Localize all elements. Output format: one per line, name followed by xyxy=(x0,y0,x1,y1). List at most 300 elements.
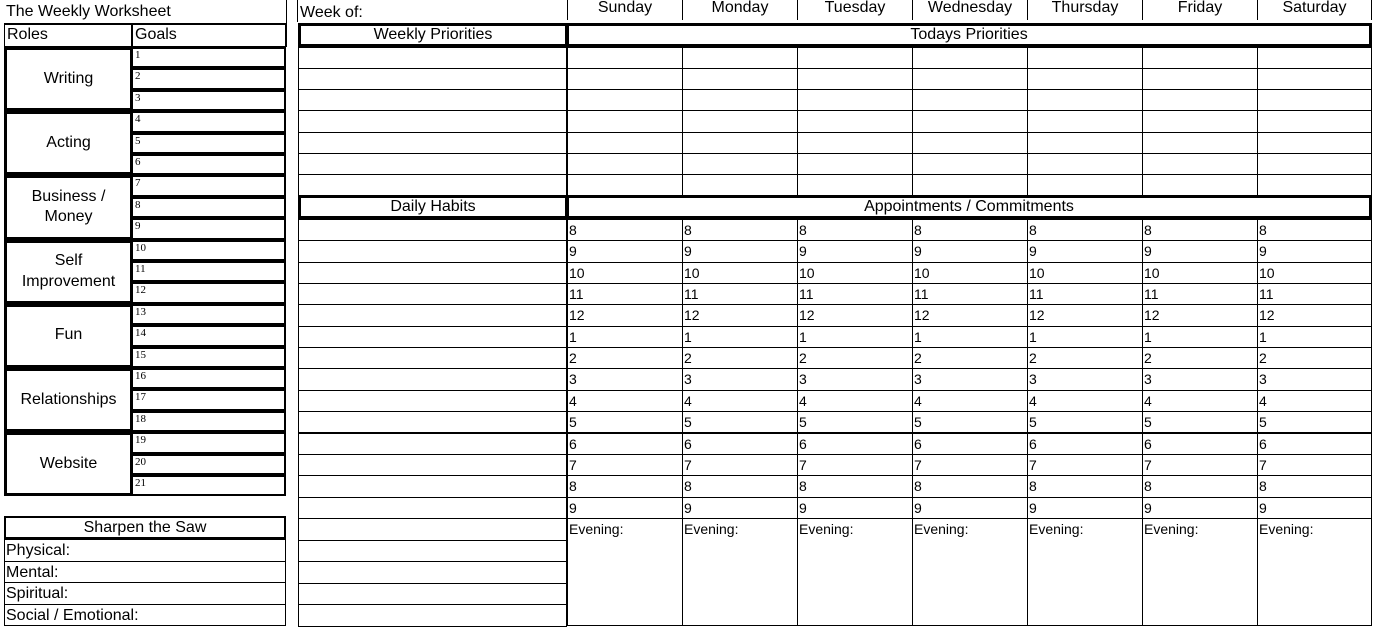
todays-priority-cell[interactable] xyxy=(912,89,1028,111)
appointment-slot[interactable] xyxy=(567,240,683,262)
evening-label: Evening: xyxy=(684,520,739,537)
goal-row[interactable] xyxy=(130,240,286,261)
appointment-slot[interactable] xyxy=(912,326,1028,348)
todays-priority-cell[interactable] xyxy=(1142,89,1258,111)
evening-label: Evening: xyxy=(1144,520,1199,537)
appointment-slot[interactable] xyxy=(912,283,1028,305)
todays-priority-cell[interactable] xyxy=(912,47,1028,69)
appointment-slot[interactable] xyxy=(912,368,1028,390)
goal-row[interactable] xyxy=(130,304,286,325)
appointment-slot[interactable] xyxy=(1027,347,1143,369)
appointment-slot[interactable] xyxy=(1142,454,1258,476)
goal-row[interactable] xyxy=(130,432,286,453)
todays-priority-cell[interactable] xyxy=(567,110,683,132)
appointment-slot[interactable] xyxy=(1027,326,1143,348)
todays-priority-cell[interactable] xyxy=(567,68,683,90)
todays-priority-cell[interactable] xyxy=(567,47,683,69)
todays-priority-cell[interactable] xyxy=(1142,153,1258,175)
todays-priority-cell[interactable] xyxy=(912,174,1028,196)
appointment-slot[interactable] xyxy=(797,304,913,326)
appointment-slot[interactable] xyxy=(1257,219,1372,241)
role-label: Business / Money xyxy=(31,187,106,226)
goal-number: 6 xyxy=(135,156,141,168)
appointment-slot[interactable] xyxy=(1142,475,1258,497)
goal-row[interactable] xyxy=(130,133,286,154)
todays-priority-cell[interactable] xyxy=(912,68,1028,90)
weekly-priority-row[interactable] xyxy=(298,132,567,154)
todays-priority-cell[interactable] xyxy=(1142,132,1258,154)
goal-row[interactable] xyxy=(130,197,286,218)
daily-habit-row[interactable] xyxy=(298,283,567,305)
goal-row[interactable] xyxy=(130,90,286,111)
goal-row[interactable] xyxy=(130,154,286,175)
sharpen-the-saw-row[interactable] xyxy=(4,604,286,627)
appointment-slot[interactable] xyxy=(682,454,798,476)
weekly-priority-row[interactable] xyxy=(298,110,567,132)
hour-label: 4 xyxy=(1144,392,1152,409)
daily-habit-row[interactable] xyxy=(298,433,567,455)
hour-label: 10 xyxy=(569,264,585,281)
todays-priority-cell[interactable] xyxy=(567,153,683,175)
hour-label: 3 xyxy=(914,371,922,388)
daily-habit-row[interactable] xyxy=(298,219,567,241)
evening-cell[interactable] xyxy=(1027,518,1143,626)
appointment-slot[interactable] xyxy=(682,240,798,262)
goal-row[interactable] xyxy=(130,68,286,89)
sharpen-the-saw-row[interactable] xyxy=(4,539,286,562)
weekly-priority-row[interactable] xyxy=(298,68,567,90)
role-block xyxy=(4,175,133,239)
appointment-slot[interactable] xyxy=(682,368,798,390)
hour-label: 1 xyxy=(1029,328,1037,345)
hour-label: 6 xyxy=(684,435,692,452)
appointment-slot[interactable] xyxy=(567,304,683,326)
goal-row[interactable] xyxy=(130,411,286,432)
appointment-slot[interactable] xyxy=(797,475,913,497)
sharpen-the-saw-item: Mental: xyxy=(6,563,59,581)
todays-priority-cell[interactable] xyxy=(1257,47,1372,69)
todays-priority-cell[interactable] xyxy=(797,47,913,69)
appointment-slot[interactable] xyxy=(567,219,683,241)
todays-priority-cell[interactable] xyxy=(567,132,683,154)
hour-label: 5 xyxy=(1029,414,1037,431)
appointment-slot[interactable] xyxy=(1027,283,1143,305)
daily-habit-row[interactable] xyxy=(298,561,567,584)
todays-priority-cell[interactable] xyxy=(1142,174,1258,196)
todays-priority-cell[interactable] xyxy=(1027,174,1143,196)
appointment-slot[interactable] xyxy=(682,262,798,284)
todays-priority-cell[interactable] xyxy=(912,132,1028,154)
hour-label: 12 xyxy=(1144,307,1160,324)
appointment-slot[interactable] xyxy=(912,304,1028,326)
hour-label: 8 xyxy=(1259,478,1267,495)
appointment-slot[interactable] xyxy=(912,475,1028,497)
appointment-slot[interactable] xyxy=(682,475,798,497)
appointment-slot[interactable] xyxy=(682,497,798,519)
appointment-slot[interactable] xyxy=(1027,433,1143,455)
appointment-slot[interactable] xyxy=(682,347,798,369)
appointment-slot[interactable] xyxy=(1027,240,1143,262)
appointment-slot[interactable] xyxy=(567,454,683,476)
todays-priority-cell[interactable] xyxy=(912,153,1028,175)
appointment-slot[interactable] xyxy=(682,326,798,348)
appointment-slot[interactable] xyxy=(1142,433,1258,455)
hour-label: 10 xyxy=(1259,264,1275,281)
todays-priority-cell[interactable] xyxy=(797,174,913,196)
weekly-priority-row[interactable] xyxy=(298,89,567,111)
hour-label: 2 xyxy=(1144,350,1152,367)
hour-label: 1 xyxy=(914,328,922,345)
hour-label: 8 xyxy=(914,222,922,238)
todays-priority-cell[interactable] xyxy=(682,47,798,69)
appointment-slot[interactable] xyxy=(682,219,798,241)
hour-label: 10 xyxy=(914,264,930,281)
appointment-slot[interactable] xyxy=(1257,454,1372,476)
week-of-label: Week of: xyxy=(300,4,363,21)
appointment-slot[interactable] xyxy=(682,283,798,305)
appointment-slot[interactable] xyxy=(1257,433,1372,455)
appointment-slot[interactable] xyxy=(1257,497,1372,519)
goal-number: 20 xyxy=(135,455,146,468)
todays-priority-cell[interactable] xyxy=(797,110,913,132)
hour-label: 8 xyxy=(914,478,922,495)
appointment-slot[interactable] xyxy=(1257,475,1372,497)
todays-priority-cell[interactable] xyxy=(1142,110,1258,132)
appointment-slot[interactable] xyxy=(567,283,683,305)
goals-header: Goals xyxy=(132,24,286,47)
worksheet-title: The Weekly Worksheet xyxy=(6,3,171,20)
sharpen-the-saw-item: Social / Emotional: xyxy=(6,606,139,624)
appointment-slot[interactable] xyxy=(682,433,798,455)
appointment-slot[interactable] xyxy=(1142,411,1258,433)
appointment-slot[interactable] xyxy=(1257,262,1372,284)
appointment-slot[interactable] xyxy=(1027,368,1143,390)
goal-number: 16 xyxy=(135,370,146,382)
appointment-slot[interactable] xyxy=(1027,454,1143,476)
appointment-slot[interactable] xyxy=(797,283,913,305)
daily-habit-row[interactable] xyxy=(298,518,567,541)
role-block xyxy=(4,304,133,368)
appointment-slot[interactable] xyxy=(797,219,913,241)
appointment-slot[interactable] xyxy=(1257,304,1372,326)
todays-priority-cell[interactable] xyxy=(682,153,798,175)
evening-cell[interactable] xyxy=(682,518,798,626)
weekly-priority-row[interactable] xyxy=(298,47,567,69)
evening-label: Evening: xyxy=(1029,520,1084,537)
hour-label: 9 xyxy=(914,243,922,260)
appointment-slot[interactable] xyxy=(912,411,1028,433)
appointment-slot[interactable] xyxy=(1257,390,1372,412)
todays-priority-cell[interactable] xyxy=(1027,68,1143,90)
goal-row[interactable] xyxy=(130,454,286,475)
todays-priority-cell[interactable] xyxy=(682,89,798,111)
daily-habit-row[interactable] xyxy=(298,304,567,326)
goal-row[interactable] xyxy=(130,475,286,496)
daily-habit-row[interactable] xyxy=(298,368,567,390)
todays-priority-cell[interactable] xyxy=(797,153,913,175)
evening-label: Evening: xyxy=(569,520,624,537)
hour-label: 3 xyxy=(684,371,692,388)
hour-label: 7 xyxy=(684,456,692,473)
daily-habit-row[interactable] xyxy=(298,262,567,284)
role-label: Self Improvement xyxy=(21,251,116,290)
goal-row[interactable] xyxy=(130,347,286,368)
hour-label: 10 xyxy=(684,264,700,281)
goal-number: 17 xyxy=(135,391,146,404)
hour-label: 2 xyxy=(914,350,922,367)
hour-label: 4 xyxy=(1259,392,1267,409)
hour-label: 8 xyxy=(569,478,577,495)
todays-priority-cell[interactable] xyxy=(1142,68,1258,90)
appointment-slot[interactable] xyxy=(1142,326,1258,348)
appointment-slot[interactable] xyxy=(797,411,913,433)
day-header-tuesday: Tuesday xyxy=(797,0,912,20)
daily-habit-row[interactable] xyxy=(298,390,567,412)
appointment-slot[interactable] xyxy=(1142,304,1258,326)
role-block xyxy=(4,111,133,175)
role-block xyxy=(4,240,133,304)
appointment-slot[interactable] xyxy=(912,262,1028,284)
evening-cell[interactable] xyxy=(567,518,683,626)
todays-priority-cell[interactable] xyxy=(1027,47,1143,69)
hour-label: 10 xyxy=(1029,264,1045,281)
appointment-slot[interactable] xyxy=(912,219,1028,241)
daily-habit-row[interactable] xyxy=(298,540,567,563)
goal-number: 3 xyxy=(135,91,141,104)
appointment-slot[interactable] xyxy=(797,368,913,390)
appointment-slot[interactable] xyxy=(1142,283,1258,305)
weekly-priority-row[interactable] xyxy=(298,153,567,175)
hour-label: 11 xyxy=(684,286,699,303)
appointment-slot[interactable] xyxy=(1142,262,1258,284)
hour-label: 9 xyxy=(799,499,807,516)
todays-priority-cell[interactable] xyxy=(797,68,913,90)
appointment-slot[interactable] xyxy=(1257,347,1372,369)
todays-priority-cell[interactable] xyxy=(1257,89,1372,111)
hour-label: 5 xyxy=(1144,414,1152,431)
goal-row[interactable] xyxy=(130,47,286,68)
appointment-slot[interactable] xyxy=(1142,347,1258,369)
todays-priority-cell[interactable] xyxy=(1027,89,1143,111)
todays-priority-cell[interactable] xyxy=(912,110,1028,132)
hour-label: 6 xyxy=(1029,435,1037,452)
appointment-slot[interactable] xyxy=(912,454,1028,476)
appointment-slot[interactable] xyxy=(797,326,913,348)
appointment-slot[interactable] xyxy=(1142,497,1258,519)
sharpen-the-saw-row[interactable] xyxy=(4,582,286,605)
hour-label: 9 xyxy=(569,243,577,260)
hour-label: 8 xyxy=(1029,478,1037,495)
todays-priority-cell[interactable] xyxy=(1027,110,1143,132)
appointment-slot[interactable] xyxy=(797,347,913,369)
daily-habit-row[interactable] xyxy=(298,240,567,262)
hour-label: 7 xyxy=(569,456,577,473)
appointment-slot[interactable] xyxy=(1257,326,1372,348)
appointment-slot[interactable] xyxy=(1142,368,1258,390)
daily-habit-row[interactable] xyxy=(298,454,567,476)
todays-priority-cell[interactable] xyxy=(797,132,913,154)
hour-label: 8 xyxy=(569,222,577,238)
goal-number: 7 xyxy=(135,177,141,190)
todays-priority-cell[interactable] xyxy=(682,68,798,90)
goal-number: 4 xyxy=(135,113,141,126)
appointment-slot[interactable] xyxy=(797,497,913,519)
appointment-slot[interactable] xyxy=(567,411,683,433)
goal-number: 15 xyxy=(135,348,146,361)
appointment-slot[interactable] xyxy=(567,347,683,369)
role-label: Fun xyxy=(54,326,83,344)
daily-habit-row[interactable] xyxy=(298,411,567,433)
role-block xyxy=(4,47,133,111)
hour-label: 4 xyxy=(569,392,577,409)
hour-label: 12 xyxy=(569,307,585,324)
todays-priority-cell[interactable] xyxy=(797,89,913,111)
goal-number: 2 xyxy=(135,70,141,83)
todays-priority-cell[interactable] xyxy=(1142,47,1258,69)
hour-label: 6 xyxy=(914,435,922,452)
todays-priority-cell[interactable] xyxy=(1257,110,1372,132)
daily-habit-row[interactable] xyxy=(298,475,567,497)
goal-row[interactable] xyxy=(130,368,286,389)
goal-number: 5 xyxy=(135,134,141,147)
goal-row[interactable] xyxy=(130,218,286,239)
appointment-slot[interactable] xyxy=(912,240,1028,262)
goal-row[interactable] xyxy=(130,325,286,346)
roles-header: Roles xyxy=(4,24,132,47)
hour-label: 8 xyxy=(799,478,807,495)
appointment-slot[interactable] xyxy=(1027,411,1143,433)
evening-cell[interactable] xyxy=(1257,518,1372,626)
hour-label: 12 xyxy=(914,307,930,324)
todays-priority-cell[interactable] xyxy=(682,110,798,132)
goal-number: 10 xyxy=(135,241,146,254)
todays-priority-cell[interactable] xyxy=(1027,132,1143,154)
todays-priority-cell[interactable] xyxy=(1257,174,1372,196)
todays-priority-cell[interactable] xyxy=(1257,68,1372,90)
hour-label: 4 xyxy=(1029,392,1037,409)
appointment-slot[interactable] xyxy=(797,454,913,476)
hour-label: 12 xyxy=(1259,307,1275,324)
appointment-slot[interactable] xyxy=(1142,219,1258,241)
daily-habit-row[interactable] xyxy=(298,497,567,519)
hour-label: 11 xyxy=(799,286,814,303)
daily-habit-row[interactable] xyxy=(298,347,567,369)
sharpen-the-saw-row[interactable] xyxy=(4,561,286,584)
hour-label: 5 xyxy=(684,414,692,431)
todays-priority-cell[interactable] xyxy=(1257,153,1372,175)
daily-habit-row[interactable] xyxy=(298,604,567,627)
daily-habits-header: Daily Habits xyxy=(298,195,568,219)
appointment-slot[interactable] xyxy=(682,390,798,412)
appointment-slot[interactable] xyxy=(797,433,913,455)
todays-priority-cell[interactable] xyxy=(567,174,683,196)
hour-label: 5 xyxy=(1259,414,1267,431)
appointment-slot[interactable] xyxy=(797,240,913,262)
sharpen-the-saw-item: Spiritual: xyxy=(6,585,69,602)
appointment-slot[interactable] xyxy=(1027,304,1143,326)
goal-number: 11 xyxy=(135,263,146,275)
appointment-slot[interactable] xyxy=(1027,390,1143,412)
appointment-slot[interactable] xyxy=(682,304,798,326)
evening-cell[interactable] xyxy=(797,518,913,626)
evening-cell[interactable] xyxy=(1142,518,1258,626)
appointment-slot[interactable] xyxy=(1257,368,1372,390)
evening-cell[interactable] xyxy=(912,518,1028,626)
hour-label: 3 xyxy=(1144,371,1152,388)
appointment-slot[interactable] xyxy=(1027,262,1143,284)
hour-label: 10 xyxy=(799,264,815,281)
appointment-slot[interactable] xyxy=(1142,390,1258,412)
appointment-slot[interactable] xyxy=(797,262,913,284)
hour-label: 2 xyxy=(1029,350,1037,367)
daily-habit-row[interactable] xyxy=(298,583,567,606)
hour-label: 9 xyxy=(1029,243,1037,260)
sharpen-the-saw-item: Physical: xyxy=(6,542,71,559)
appointment-slot[interactable] xyxy=(912,497,1028,519)
hour-label: 1 xyxy=(684,328,692,345)
appointment-slot[interactable] xyxy=(567,390,683,412)
daily-habit-row[interactable] xyxy=(298,326,567,348)
todays-priority-cell[interactable] xyxy=(682,132,798,154)
appointment-slot[interactable] xyxy=(682,411,798,433)
goal-row[interactable] xyxy=(130,175,286,196)
appointment-slot[interactable] xyxy=(567,262,683,284)
hour-label: 8 xyxy=(1144,222,1152,238)
hour-label: 12 xyxy=(1029,307,1045,324)
hour-label: 7 xyxy=(1029,456,1037,473)
hour-label: 5 xyxy=(799,414,807,431)
todays-priority-cell[interactable] xyxy=(1257,132,1372,154)
hour-label: 4 xyxy=(684,392,692,409)
hour-label: 9 xyxy=(799,243,807,260)
appointment-slot[interactable] xyxy=(567,475,683,497)
appointment-slot[interactable] xyxy=(567,433,683,455)
weekly-priority-row[interactable] xyxy=(298,174,567,196)
hour-label: 8 xyxy=(1259,222,1267,238)
todays-priority-cell[interactable] xyxy=(567,89,683,111)
role-label: Acting xyxy=(46,133,91,151)
appointment-slot[interactable] xyxy=(1257,240,1372,262)
appointment-slot[interactable] xyxy=(1027,497,1143,519)
hour-label: 7 xyxy=(799,456,807,473)
appointment-slot[interactable] xyxy=(1027,475,1143,497)
hour-label: 6 xyxy=(569,435,577,452)
appointment-slot[interactable] xyxy=(567,497,683,519)
appointment-slot[interactable] xyxy=(1257,283,1372,305)
appointment-slot[interactable] xyxy=(1257,411,1372,433)
appointment-slot[interactable] xyxy=(567,368,683,390)
appointment-slot[interactable] xyxy=(797,390,913,412)
hour-label: 11 xyxy=(1144,286,1159,303)
hour-label: 8 xyxy=(684,222,692,238)
todays-priority-cell[interactable] xyxy=(1027,153,1143,175)
goal-row[interactable] xyxy=(130,261,286,282)
appointment-slot[interactable] xyxy=(567,326,683,348)
todays-priority-cell[interactable] xyxy=(682,174,798,196)
appointment-slot[interactable] xyxy=(912,433,1028,455)
appointment-slot[interactable] xyxy=(912,390,1028,412)
goal-row[interactable] xyxy=(130,389,286,410)
evening-label: Evening: xyxy=(1259,520,1314,537)
appointment-slot[interactable] xyxy=(1142,240,1258,262)
goal-row[interactable] xyxy=(130,282,286,303)
hour-label: 8 xyxy=(799,222,807,238)
goal-row[interactable] xyxy=(130,111,286,132)
appointment-slot[interactable] xyxy=(912,347,1028,369)
appointment-slot[interactable] xyxy=(1027,219,1143,241)
hour-label: 11 xyxy=(569,286,584,303)
day-header-sunday: Sunday xyxy=(567,0,682,20)
